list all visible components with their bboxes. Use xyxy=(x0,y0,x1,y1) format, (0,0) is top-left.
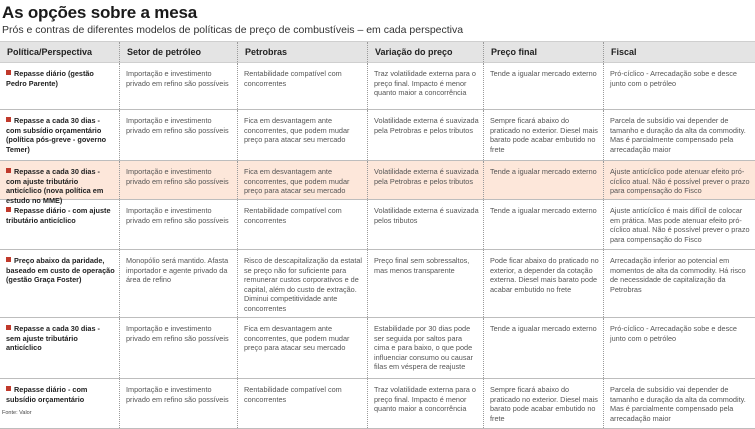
preco-cell: Tende a igualar mercado externo xyxy=(483,318,603,378)
header-petrobras: Petrobras xyxy=(237,42,367,62)
table-row xyxy=(0,250,755,318)
header-preco-final: Preço final xyxy=(483,42,603,62)
variacao-cell: Traz volatilidade externa para o preço final. Impacto é menor quanto maior a concorrência xyxy=(367,63,483,109)
variacao-cell: Volatilidade externa é suavizada pela Petrobras e pelos tributos xyxy=(367,110,483,160)
setor-cell: Importação e investimento privado em refino são possíveis xyxy=(119,379,237,428)
policy-label: Repasse diário (gestão Pedro Parente) xyxy=(6,69,94,88)
preco-cell: Sempre ficará abaixo do praticado no exterior. Diesel mais barato pode acabar embutido no frete xyxy=(483,379,603,428)
policy-label: Repasse a cada 30 dias - com ajuste tributário anticíclico (nova política em estudo no MME) xyxy=(6,167,104,205)
fiscal-cell: Parcela de subsídio vai depender de tamanho e duração da alta da commodity. Mas é parcialmente compensado pela arrecadação maior xyxy=(603,379,755,428)
fiscal-cell: Ajuste anticíclico pode atenuar efeito pró-cíclico atual. Não é possível prever o prazo para compensação do Fisco xyxy=(603,161,755,205)
page-title: As opções sobre a mesa xyxy=(2,3,197,22)
bullet-square-icon xyxy=(6,70,11,75)
setor-cell: Importação e investimento privado em refino são possíveis xyxy=(119,110,237,160)
fiscal-cell: Arrecadação inferior ao potencial em momentos de alta da commodity. Há risco de necessidade de capitalização da Petrobras xyxy=(603,250,755,317)
setor-cell: Importação e investimento privado em refino são possíveis xyxy=(119,318,237,378)
policy-cell xyxy=(0,110,119,160)
setor-cell: Importação e investimento privado em refino são possíveis xyxy=(119,63,237,109)
table-row xyxy=(0,110,755,161)
bullet-square-icon xyxy=(6,168,11,173)
header-setor: Setor de petróleo xyxy=(119,42,237,62)
variacao-cell: Volatilidade externa é suavizada pela Petrobras e pelos tributos xyxy=(367,161,483,205)
source-note: Fonte: Valor xyxy=(2,410,32,416)
preco-cell: Sempre ficará abaixo do praticado no exterior. Diesel mais barato pode acabar embutido no frete xyxy=(483,110,603,160)
fiscal-cell: Pró-cíclico - Arrecadação sobe e desce junto com o petróleo xyxy=(603,63,755,109)
policy-label: Repasse a cada 30 dias - sem ajuste tributário anticíclico xyxy=(6,324,100,352)
preco-cell: Tende a igualar mercado externo xyxy=(483,63,603,109)
petrobras-cell: Fica em desvantagem ante concorrentes, que podem mudar preço para atacar seu mercado xyxy=(237,110,367,160)
header-variacao: Variação do preço xyxy=(367,42,483,62)
petrobras-cell: Rentabilidade compatível com concorrentes xyxy=(237,200,367,249)
petrobras-cell: Fica em desvantagem ante concorrentes, que podem mudar preço para atacar seu mercado xyxy=(237,161,367,205)
variacao-cell: Preço final sem sobressaltos, mas menos transparente xyxy=(367,250,483,317)
fiscal-cell: Pró-cíclico - Arrecadação sobe e desce junto com o petróleo xyxy=(603,318,755,378)
bullet-square-icon xyxy=(6,207,11,212)
preco-cell: Tende a igualar mercado externo xyxy=(483,200,603,249)
bullet-square-icon xyxy=(6,257,11,262)
petrobras-cell: Risco de descapitalização da estatal se preço não for suficiente para remunerar custos corporativos e de capital, além do custo de extração. Diminui competitividade ante concorrentes xyxy=(237,250,367,317)
petrobras-cell: Fica em desvantagem ante concorrentes, que podem mudar preço para atacar seu mercado xyxy=(237,318,367,378)
policy-cell xyxy=(0,63,119,109)
policy-label: Preço abaixo da paridade, baseado em custo de operação (gestão Graça Foster) xyxy=(6,256,115,284)
table-row xyxy=(0,200,755,250)
options-table xyxy=(0,41,755,429)
policy-label: Repasse diário - com ajuste tributário anticíclico xyxy=(6,206,111,225)
fiscal-cell: Parcela de subsídio vai depender de tamanho e duração da alta da commodity. Mas é parcialmente compensado pela arrecadação maior xyxy=(603,110,755,160)
table-row xyxy=(0,379,755,429)
bullet-square-icon xyxy=(6,325,11,330)
header-politica: Política/Perspectiva xyxy=(7,47,93,57)
policy-cell xyxy=(0,318,119,378)
policy-cell xyxy=(0,161,119,205)
preco-cell: Tende a igualar mercado externo xyxy=(483,161,603,205)
bullet-square-icon xyxy=(6,117,11,122)
policy-cell xyxy=(0,250,119,317)
variacao-cell: Estabilidade por 30 dias pode ser seguida por saltos para cima e para baixo, o que pode influenciar consumo ou causar filas em véspera de reajuste xyxy=(367,318,483,378)
policy-label: Repasse a cada 30 dias - com subsídio orçamentário (política pós-greve - governo Temer) xyxy=(6,116,107,154)
setor-cell: Importação e investimento privado em refino são possíveis xyxy=(119,161,237,205)
table-row-highlighted xyxy=(0,161,755,205)
bullet-square-icon xyxy=(6,386,11,391)
variacao-cell: Volatilidade externa é suavizada pelos tributos xyxy=(367,200,483,249)
petrobras-cell: Rentabilidade compatível com concorrentes xyxy=(237,379,367,428)
petrobras-cell: Rentabilidade compatível com concorrentes xyxy=(237,63,367,109)
fiscal-cell: Ajuste anticíclico é mais difícil de colocar em prática. Mas pode atenuar efeito pró-cíclico atual. Não é possível prever o prazo para compensação do Fisco xyxy=(603,200,755,249)
policy-label: Repasse diário - com subsídio orçamentário xyxy=(6,385,88,404)
table-row xyxy=(0,63,755,110)
setor-cell: Monopólio será mantido. Afasta importador e agente privado da área de refino xyxy=(119,250,237,317)
table-header xyxy=(0,41,755,63)
table-row xyxy=(0,318,755,379)
page-subtitle: Prós e contras de diferentes modelos de políticas de preço de combustíveis – em cada perspectiva xyxy=(2,24,464,36)
setor-cell: Importação e investimento privado em refino são possíveis xyxy=(119,200,237,249)
variacao-cell: Traz volatilidade externa para o preço final. Impacto é menor quanto maior a concorrência xyxy=(367,379,483,428)
header-fiscal: Fiscal xyxy=(603,42,755,62)
policy-cell xyxy=(0,379,119,428)
preco-cell: Pode ficar abaixo do praticado no exterior, a depender da cotação externa. Diesel mais barato pode acabar embutido no frete xyxy=(483,250,603,317)
policy-cell xyxy=(0,200,119,249)
